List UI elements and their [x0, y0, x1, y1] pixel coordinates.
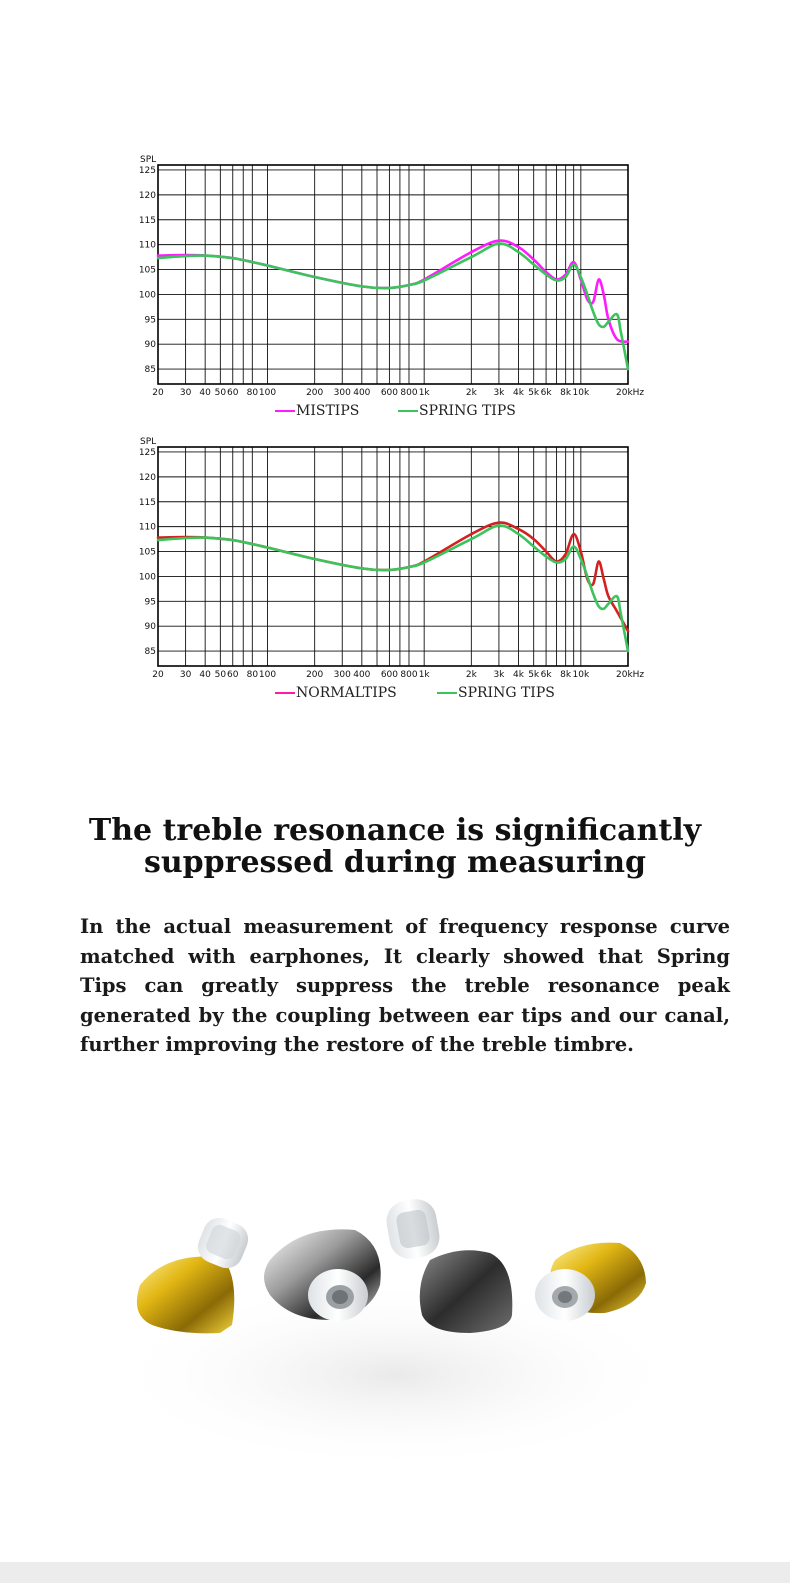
- y-tick-label: 100: [138, 572, 156, 583]
- x-tick-label: 1k: [418, 388, 430, 398]
- x-tick-label: 3k: [493, 670, 505, 680]
- earphones-product-photo: [100, 1165, 690, 1475]
- x-tick-label: 5k: [528, 388, 540, 398]
- x-tick-label: 6k: [540, 670, 552, 680]
- x-tick-label: 4k: [513, 670, 524, 680]
- series-line-spring-tips: [158, 244, 628, 370]
- x-tick-label: 20: [152, 388, 164, 398]
- y-axis-label: SPL: [140, 437, 157, 447]
- x-tick-label: 600: [380, 670, 399, 680]
- x-tick-label: 100: [258, 670, 277, 680]
- x-tick-label: 400: [353, 388, 371, 398]
- x-tick-label: 2k: [465, 388, 477, 398]
- y-tick-label: 110: [138, 522, 156, 533]
- y-tick-label: 120: [138, 190, 156, 201]
- x-tick-label: 20: [152, 670, 164, 680]
- x-tick-label: 60: [227, 670, 239, 680]
- x-tick-label: 8k: [560, 388, 572, 398]
- y-tick-label: 105: [138, 547, 156, 558]
- legend-label: SPRING TIPS: [419, 403, 516, 419]
- legend-label: MISTIPS: [296, 403, 360, 419]
- legend-label: NORMALTIPS: [296, 685, 397, 701]
- chart1-legend: [130, 403, 660, 423]
- x-tick-label: 300: [333, 388, 351, 398]
- x-tick-label: 40: [199, 388, 211, 398]
- legend-swatch: [437, 692, 457, 694]
- x-tick-label: 100: [258, 388, 277, 398]
- y-tick-label: 95: [144, 597, 156, 608]
- x-tick-label: 800: [400, 388, 418, 398]
- legend-swatch: [275, 692, 295, 694]
- legend-swatch: [275, 410, 295, 412]
- y-axis-label: SPL: [140, 155, 157, 165]
- x-tick-label: 1k: [418, 670, 430, 680]
- x-tick-label: 50: [214, 388, 227, 398]
- x-tick-label: 10k: [572, 670, 590, 680]
- legend-label: SPRING TIPS: [458, 685, 555, 701]
- x-tick-label: 200: [306, 388, 324, 398]
- x-tick-label: 80: [246, 388, 259, 398]
- x-tick-label: 80: [246, 670, 259, 680]
- legend-item: [398, 403, 516, 419]
- y-tick-label: 115: [138, 497, 156, 508]
- x-tick-label: 400: [353, 670, 371, 680]
- x-tick-label: 600: [380, 388, 399, 398]
- gold-earphone-right: [535, 1243, 646, 1321]
- section-body-text: In the actual measurement of frequency response curve matched with earphones, It clearly showed that Spring Tips can greatly suppress the treble resonance peak generated by the coupling between ear tips and our canal, further improving the restore of the treble timbre.: [80, 915, 730, 1056]
- x-tick-label: 3k: [493, 388, 505, 398]
- y-tick-label: 110: [138, 240, 156, 251]
- x-tick-label: 6k: [540, 388, 552, 398]
- chart2-svg: [130, 432, 660, 682]
- y-tick-label: 125: [138, 165, 156, 176]
- legend-swatch: [398, 410, 418, 412]
- x-tick-label: 4k: [513, 388, 524, 398]
- section-heading: The treble resonance is significantly suppressed during measuring: [88, 813, 702, 880]
- y-tick-label: 90: [144, 340, 156, 351]
- x-tick-label: 30: [179, 388, 192, 398]
- x-tick-label: 20kHz: [616, 388, 645, 398]
- y-tick-label: 90: [144, 622, 156, 633]
- y-tick-label: 120: [138, 472, 156, 483]
- page-bottom-bar: [0, 1562, 790, 1583]
- y-tick-label: 100: [138, 290, 156, 301]
- y-tick-label: 95: [144, 315, 156, 326]
- x-tick-label: 40: [199, 670, 211, 680]
- legend-item: [275, 685, 397, 701]
- frequency-response-chart-normaltips: [130, 432, 660, 701]
- x-tick-label: 60: [227, 388, 239, 398]
- x-tick-label: 8k: [560, 670, 572, 680]
- x-tick-label: 20kHz: [616, 670, 645, 680]
- x-tick-label: 5k: [528, 670, 540, 680]
- x-tick-label: 10k: [572, 388, 590, 398]
- chart2-legend: [130, 685, 660, 705]
- x-tick-label: 2k: [465, 670, 477, 680]
- x-tick-label: 800: [400, 670, 418, 680]
- plot-frame: [158, 447, 628, 666]
- series-line-spring-tips: [158, 526, 628, 652]
- legend-item: [437, 685, 555, 701]
- plot-frame: [158, 165, 628, 384]
- series-line-mistips: [158, 241, 628, 342]
- y-tick-label: 85: [144, 647, 156, 658]
- chart1-svg: [130, 150, 660, 400]
- legend-item: [275, 403, 359, 419]
- y-tick-label: 125: [138, 447, 156, 458]
- frequency-response-chart-mistips: [130, 150, 660, 419]
- y-tick-label: 115: [138, 215, 156, 226]
- x-tick-label: 200: [306, 670, 324, 680]
- x-tick-label: 300: [333, 670, 351, 680]
- x-tick-label: 30: [179, 670, 192, 680]
- x-tick-label: 50: [214, 670, 227, 680]
- y-tick-label: 105: [138, 265, 156, 276]
- y-tick-label: 85: [144, 365, 156, 376]
